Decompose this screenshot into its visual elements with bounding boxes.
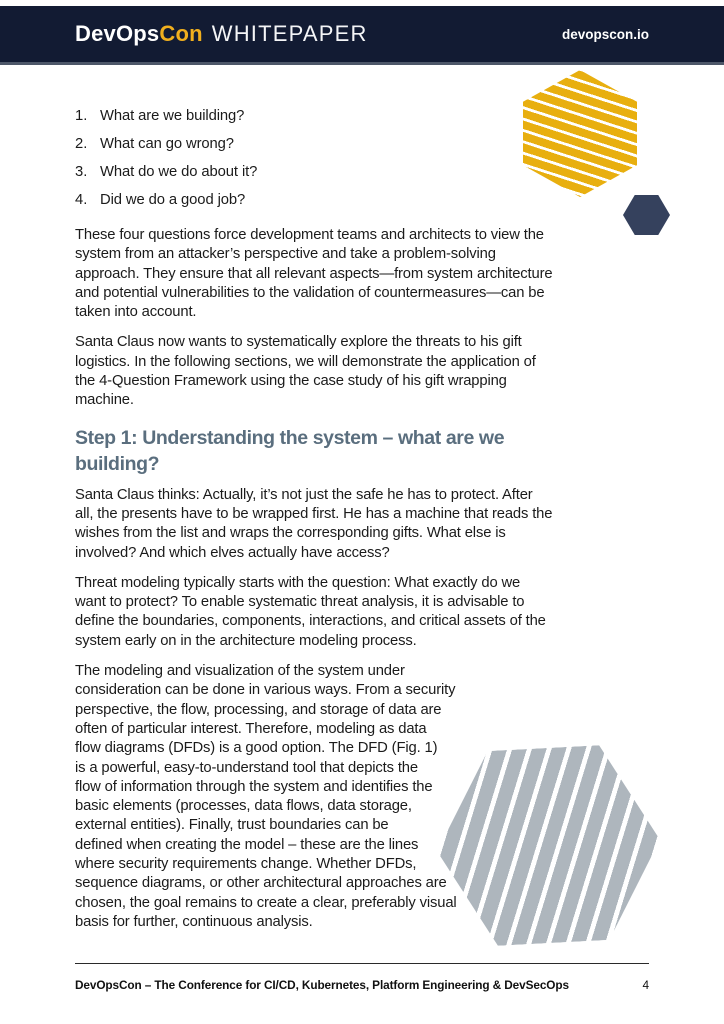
header-bar (0, 6, 724, 62)
footer-row (75, 978, 649, 992)
paragraph-santa-logistics: Santa Claus now wants to systematically explore the threats to his gift logistics. In the following sections, we will demonstrate the application of the 4-Question Framework using the case study of his gift wrapping machine. (75, 334, 536, 409)
list-number: 2. (75, 136, 88, 152)
paragraph-santa-thinks: Santa Claus thinks: Actually, it’s not just the safe he has to protect. After all, the presents have to be wrapped first. He has a machine that reads the wishes from the list and wraps the corresponding gifts. What else is involved? And which elves actually have access? (75, 486, 553, 561)
brand-logo (75, 21, 368, 47)
document-body (75, 108, 553, 943)
paragraph-text: The modeling and visualization of the system under consideration can be done in various ways. From a security perspective, the flow, processing, and storage of data are often of particular interest. Therefore, modeling as data flow diagrams (DFDs) is a good option. The DFD (Fig. 1) is a powerful, easy-to-understand tool that depicts the flow of information through the system and identifies the basic elements (processes, data flows, data storage, external entities). Finally, trust boundaries can be defined when creating the model – these are the lines where security requirements change. Whether DFDs, sequence diagrams, or other architectural approaches are chosen, the goal remains to create a clear, preferably visual basis for further, continuous analysis. (75, 663, 457, 930)
list-text: What do we do about it? (100, 164, 258, 180)
list-text: What can go wrong? (100, 136, 234, 152)
hexagon-navy-decoration (623, 195, 670, 235)
footer-conference-title: DevOpsCon – The Conference for CI/CD, Kubernetes, Platform Engineering & DevSecOps (75, 978, 569, 992)
page-footer (75, 963, 649, 992)
paragraph-threat-modeling: Threat modeling typically starts with the question: What exactly do we want to protect? To enable systematic threat analysis, it is advisable to define the boundaries, components, interactions, and critical assets of the system early on in the architecture modeling process. (75, 574, 546, 649)
list-item (75, 192, 553, 220)
list-number: 3. (75, 164, 88, 180)
brand-whitepaper-label: WHITEPAPER (211, 21, 368, 46)
list-text: What are we building? (100, 108, 245, 124)
list-item (75, 136, 553, 164)
header-accent-strip (0, 62, 724, 65)
list-item (75, 108, 553, 136)
list-item (75, 164, 553, 192)
page-number: 4 (642, 978, 649, 992)
list-number: 4. (75, 192, 88, 208)
list-number: 1. (75, 108, 88, 124)
question-list (75, 108, 553, 220)
section-heading-step1: Step 1: Understanding the system – what are we building? (75, 426, 505, 475)
hexagon-text-wrap-spacer (439, 746, 553, 942)
site-url-link[interactable]: devopscon.io (561, 26, 649, 42)
paragraph-modeling-visualization (75, 662, 553, 932)
brand-devops: DevOps (75, 21, 160, 46)
paragraph-four-questions: These four questions force development teams and architects to view the system from an attacker’s perspective and take a problem-solving approach. They ensure that all relevant aspects—from system architecture and potential vulnerabilities to the validation of countermeasures—can be taken into account. (75, 227, 553, 321)
brand-con: Con (159, 21, 203, 46)
list-text: Did we do a good job? (100, 192, 246, 208)
